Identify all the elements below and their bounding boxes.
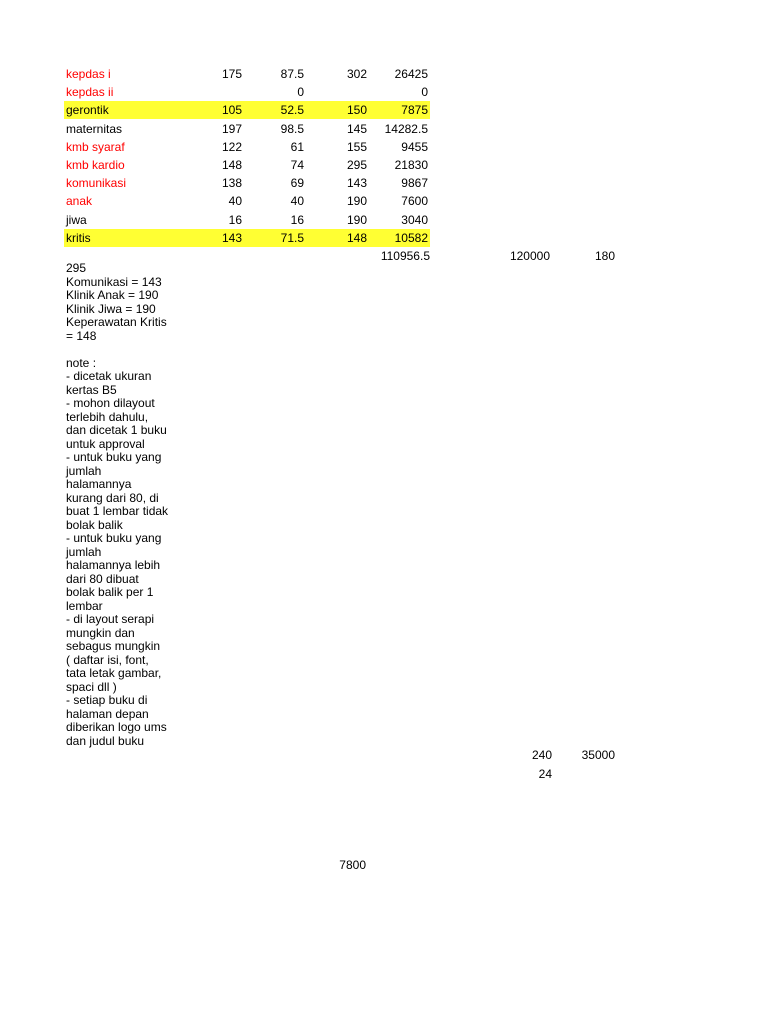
row-label: kritis: [66, 230, 91, 245]
row-value-3: 150: [346, 103, 367, 118]
row-label: kmb kardio: [66, 158, 125, 172]
row-label: jiwa: [66, 212, 87, 227]
value-35000: 35000: [581, 748, 615, 762]
table-row: [64, 65, 430, 83]
row-value-2: 98.5: [280, 121, 304, 136]
row-value-3: 155: [346, 139, 367, 154]
row-label: maternitas: [66, 121, 123, 136]
table-row: [64, 174, 430, 192]
table-row: [64, 138, 430, 156]
row-value-4: 7600: [401, 194, 428, 209]
row-value-2: 61: [290, 139, 304, 154]
value-7800: 7800: [339, 858, 366, 872]
row-value-1: 148: [221, 158, 242, 172]
table-row: [64, 101, 430, 119]
table-row: [64, 156, 430, 174]
row-value-1: 143: [221, 230, 242, 245]
row-value-1: 105: [221, 103, 242, 118]
row-value-3: 148: [346, 230, 367, 245]
row-label: kepdas i: [66, 67, 111, 81]
row-value-4: 14282.5: [384, 121, 428, 136]
row-value-2: 87.5: [280, 67, 304, 81]
row-value-3: 190: [346, 212, 367, 227]
row-label: anak: [66, 194, 93, 209]
row-value-2: 71.5: [280, 230, 304, 245]
value-240: 240: [531, 748, 552, 762]
row-value-2: 52.5: [280, 103, 304, 118]
notes-text: 295 Komunikasi = 143 Klinik Anak = 190 Klinik Jiwa = 190 Keperawatan Kritis = 148 note : - dicetak ukuran kertas B5 - mohon dilayout terlebih dahulu, dan dicetak 1 buku untuk approval - untuk buku yang jumlah halamannya kurang dari 80, di buat 1 lembar tidak bolak balik - untuk buku yang jumlah halamannya lebih dari 80 dibuat bolak balik per 1 lembar - di layout serapi mungkin dan sebagus mungkin ( daftar isi, font, tata letak gambar, spaci dll ) - setiap buku di halaman depan diberikan logo ums dan judul buku: [66, 261, 169, 748]
row-value-4: 9867: [401, 176, 428, 191]
row-value-1: 175: [221, 67, 242, 81]
row-value-2: 0: [297, 85, 304, 100]
row-label: gerontik: [66, 103, 109, 118]
row-value-2: 16: [290, 212, 304, 227]
row-value-4: 7875: [401, 103, 428, 118]
table-row: [64, 120, 430, 138]
table-row: [64, 211, 430, 229]
row-value-3: 295: [346, 158, 367, 172]
row-label: kmb syaraf: [66, 139, 125, 154]
row-value-3: 302: [346, 67, 367, 81]
row-value-1: 138: [221, 176, 242, 191]
row-value-4: 21830: [394, 158, 428, 172]
table-row: [64, 83, 430, 101]
row-label: kepdas ii: [66, 85, 114, 100]
row-value-1: 122: [221, 139, 242, 154]
row-value-4: 3040: [401, 212, 428, 227]
extra-value-a: 120000: [509, 249, 550, 263]
row-value-4: 26425: [394, 67, 428, 81]
row-value-2: 74: [290, 158, 304, 172]
row-value-4: 9455: [401, 139, 428, 154]
value-24: 24: [538, 767, 552, 781]
row-value-2: 40: [290, 194, 304, 209]
row-value-4: 0: [421, 85, 428, 100]
row-value-1: 197: [221, 121, 242, 136]
row-label: komunikasi: [66, 176, 127, 191]
row-value-3: 190: [346, 194, 367, 209]
row-value-2: 69: [290, 176, 304, 191]
row-value-4: 10582: [394, 230, 428, 245]
row-value-3: 145: [346, 121, 367, 136]
total-value: 110956.5: [380, 249, 430, 263]
row-value-1: 16: [228, 212, 242, 227]
row-value-3: 143: [346, 176, 367, 191]
row-value-1: 40: [228, 194, 242, 209]
extra-value-b: 180: [594, 249, 615, 263]
table-row: [64, 192, 430, 210]
table-row: [64, 229, 430, 247]
